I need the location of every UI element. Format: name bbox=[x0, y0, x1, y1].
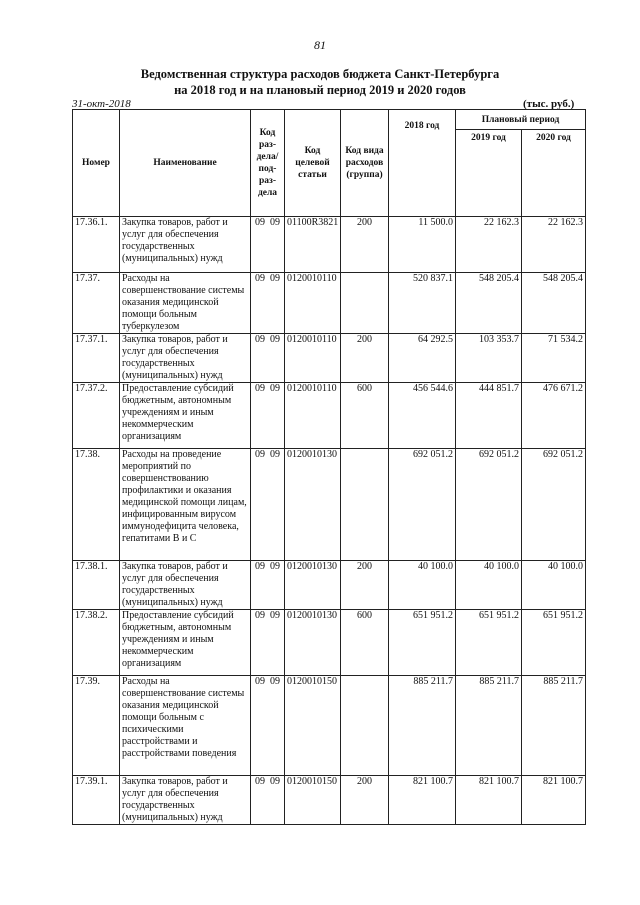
row-amount-2019: 103 353.7 bbox=[456, 334, 522, 383]
table-row bbox=[73, 273, 586, 334]
row-amount-2018: 456 544.6 bbox=[389, 383, 456, 449]
row-amount-2018: 692 051.2 bbox=[389, 449, 456, 561]
row-amount-2019: 885 211.7 bbox=[456, 676, 522, 776]
row-section-code bbox=[251, 676, 285, 776]
row-amount-2020: 692 051.2 bbox=[522, 449, 586, 561]
row-subsection: 09 bbox=[270, 561, 280, 572]
table-row bbox=[73, 561, 586, 610]
row-section-code bbox=[251, 449, 285, 561]
row-subsection: 09 bbox=[270, 334, 280, 345]
table-row bbox=[73, 217, 586, 273]
row-amount-2018: 885 211.7 bbox=[389, 676, 456, 776]
document-date: 31-окт-2018 bbox=[72, 98, 131, 110]
row-target-code: 0120010150 bbox=[285, 776, 341, 825]
row-name: Закупка товаров, работ и услуг для обеспечения государственных (муниципальных) нужд bbox=[120, 776, 251, 825]
table-row bbox=[73, 610, 586, 676]
unit-label: (тыс. руб.) bbox=[523, 98, 575, 110]
table-row bbox=[73, 449, 586, 561]
row-number: 17.38.1. bbox=[73, 561, 120, 610]
row-name: Предоставление субсидий бюджетным, автономным учреждениям и иным некоммерческим организациям bbox=[120, 383, 251, 449]
table-row bbox=[73, 776, 586, 825]
header-2020: 2020 год bbox=[522, 130, 586, 217]
row-section: 09 bbox=[255, 273, 265, 284]
row-name: Расходы на совершенствование системы оказания медицинской помощи больным туберкулезом bbox=[120, 273, 251, 334]
title-line-1: Ведомственная структура расходов бюджета Санкт-Петербурга bbox=[140, 67, 500, 81]
row-target-code: 0120010130 bbox=[285, 610, 341, 676]
header-plan-period: Плановый период bbox=[456, 110, 586, 130]
row-section-code bbox=[251, 334, 285, 383]
row-amount-2020: 821 100.7 bbox=[522, 776, 586, 825]
row-name: Закупка товаров, работ и услуг для обеспечения государственных (муниципальных) нужд bbox=[120, 561, 251, 610]
title-line-2: на 2018 год и на плановый период 2019 и 2020 годов bbox=[174, 83, 466, 97]
row-group-code bbox=[341, 676, 389, 776]
row-number: 17.36.1. bbox=[73, 217, 120, 273]
row-amount-2019: 651 951.2 bbox=[456, 610, 522, 676]
row-target-code: 0120010110 bbox=[285, 383, 341, 449]
row-section-code bbox=[251, 383, 285, 449]
row-target-code: 0120010130 bbox=[285, 449, 341, 561]
row-section: 09 bbox=[255, 561, 265, 572]
row-amount-2019: 821 100.7 bbox=[456, 776, 522, 825]
row-section-code bbox=[251, 610, 285, 676]
row-section: 09 bbox=[255, 676, 265, 687]
table-row bbox=[73, 334, 586, 383]
row-section: 09 bbox=[255, 776, 265, 787]
budget-table bbox=[72, 109, 586, 825]
page-number: 81 bbox=[314, 38, 326, 52]
row-number: 17.39.1. bbox=[73, 776, 120, 825]
row-subsection: 09 bbox=[270, 273, 280, 284]
header-2019: 2019 год bbox=[456, 130, 522, 217]
row-group-code: 200 bbox=[341, 217, 389, 273]
row-amount-2018: 40 100.0 bbox=[389, 561, 456, 610]
header-2018: 2018 год bbox=[389, 110, 456, 217]
row-group-code bbox=[341, 449, 389, 561]
row-amount-2020: 476 671.2 bbox=[522, 383, 586, 449]
row-name: Расходы на проведение мероприятий по совершенствованию профилактики и оказания медицинской помощи лицам, инфицированным вирусом иммунодефицита человека, гепатитами B и C bbox=[120, 449, 251, 561]
row-group-code bbox=[341, 273, 389, 334]
row-amount-2019: 22 162.3 bbox=[456, 217, 522, 273]
row-number: 17.38. bbox=[73, 449, 120, 561]
row-section-code bbox=[251, 217, 285, 273]
row-amount-2019: 40 100.0 bbox=[456, 561, 522, 610]
row-subsection: 09 bbox=[270, 776, 280, 787]
row-amount-2018: 651 951.2 bbox=[389, 610, 456, 676]
header-name: Наименование bbox=[120, 110, 251, 217]
row-section: 09 bbox=[255, 610, 265, 621]
row-number: 17.37. bbox=[73, 273, 120, 334]
row-section: 09 bbox=[255, 449, 265, 460]
row-amount-2020: 71 534.2 bbox=[522, 334, 586, 383]
header-target-code: Код целевой статьи bbox=[285, 110, 341, 217]
row-amount-2019: 548 205.4 bbox=[456, 273, 522, 334]
row-subsection: 09 bbox=[270, 383, 280, 394]
row-amount-2020: 548 205.4 bbox=[522, 273, 586, 334]
row-section: 09 bbox=[255, 217, 265, 228]
row-amount-2020: 885 211.7 bbox=[522, 676, 586, 776]
row-group-code: 200 bbox=[341, 561, 389, 610]
row-target-code: 0120010150 bbox=[285, 676, 341, 776]
row-subsection: 09 bbox=[270, 610, 280, 621]
row-name: Предоставление субсидий бюджетным, автономным учреждениям и иным некоммерческим организациям bbox=[120, 610, 251, 676]
row-name: Закупка товаров, работ и услуг для обеспечения государственных (муниципальных) нужд bbox=[120, 334, 251, 383]
row-name: Расходы на совершенствование системы оказания медицинской помощи больным с психическими расстройствами и расстройствами поведения bbox=[120, 676, 251, 776]
row-number: 17.37.2. bbox=[73, 383, 120, 449]
row-target-code: 0120010110 bbox=[285, 273, 341, 334]
row-section-code bbox=[251, 776, 285, 825]
row-group-code: 600 bbox=[341, 383, 389, 449]
row-amount-2018: 520 837.1 bbox=[389, 273, 456, 334]
row-subsection: 09 bbox=[270, 676, 280, 687]
document-title bbox=[0, 66, 640, 98]
header-number: Номер bbox=[73, 110, 120, 217]
row-amount-2020: 22 162.3 bbox=[522, 217, 586, 273]
table-row bbox=[73, 383, 586, 449]
row-target-code: 01100R3821 bbox=[285, 217, 341, 273]
row-subsection: 09 bbox=[270, 217, 280, 228]
row-amount-2020: 40 100.0 bbox=[522, 561, 586, 610]
row-amount-2018: 64 292.5 bbox=[389, 334, 456, 383]
row-amount-2018: 821 100.7 bbox=[389, 776, 456, 825]
header-group-code: Код вида расходов (группа) bbox=[341, 110, 389, 217]
header-section-code: Код раз- дела/ под- раз- дела bbox=[251, 110, 285, 217]
row-number: 17.39. bbox=[73, 676, 120, 776]
row-section: 09 bbox=[255, 383, 265, 394]
table-row bbox=[73, 676, 586, 776]
row-amount-2019: 692 051.2 bbox=[456, 449, 522, 561]
row-amount-2018: 11 500.0 bbox=[389, 217, 456, 273]
row-group-code: 600 bbox=[341, 610, 389, 676]
row-section-code bbox=[251, 561, 285, 610]
row-group-code: 200 bbox=[341, 776, 389, 825]
row-target-code: 0120010110 bbox=[285, 334, 341, 383]
row-amount-2019: 444 851.7 bbox=[456, 383, 522, 449]
row-amount-2020: 651 951.2 bbox=[522, 610, 586, 676]
row-name: Закупка товаров, работ и услуг для обеспечения государственных (муниципальных) нужд bbox=[120, 217, 251, 273]
row-subsection: 09 bbox=[270, 449, 280, 460]
row-number: 17.38.2. bbox=[73, 610, 120, 676]
row-number: 17.37.1. bbox=[73, 334, 120, 383]
row-target-code: 0120010130 bbox=[285, 561, 341, 610]
row-section: 09 bbox=[255, 334, 265, 345]
row-group-code: 200 bbox=[341, 334, 389, 383]
row-section-code bbox=[251, 273, 285, 334]
